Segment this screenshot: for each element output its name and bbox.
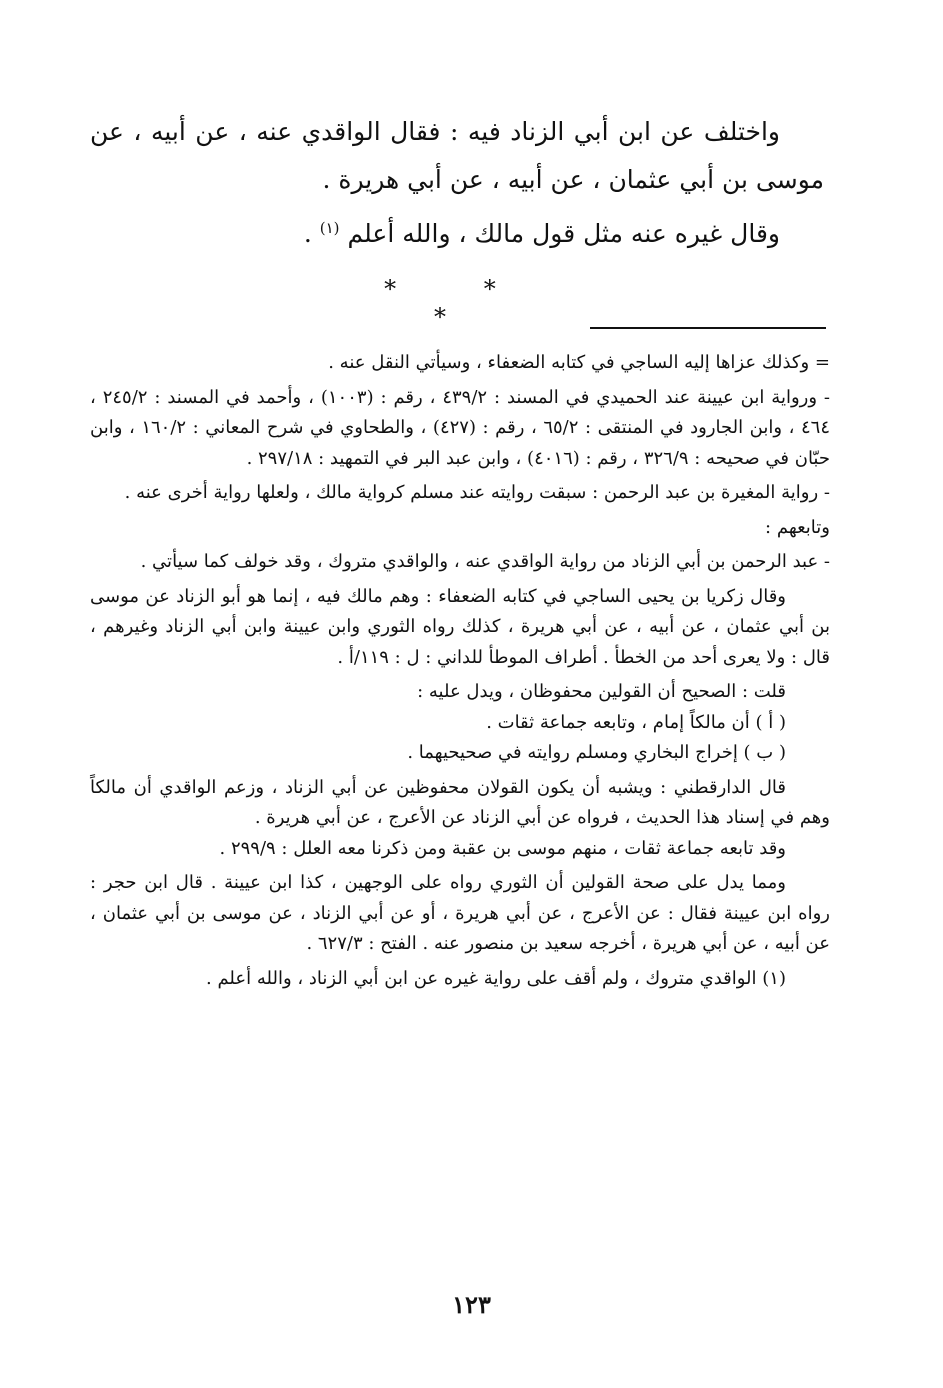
section-separator-stars: * * * — [384, 275, 536, 331]
footnote-divider-line — [590, 327, 826, 329]
footnote-qultu: قلت : الصحيح أن القولين محفوظان ، ويدل عليه : — [417, 681, 786, 702]
footnote-saji-quote: وقال زكريا بن يحيى الساجي في كتابه الضعفاء : وهم مالك فيه ، إنما هو أبو الزناد عن موسى بن أبي عثمان ، عن أبيه ، عن أبي هريرة ، كذلك رواه الثوري وابن عيينة وابن أبي الزناد وغيرهم ، قال : ولا يعرى أحد من الخطأ . أطراف الموطأ للداني : ل : ١١٩/أ . — [90, 585, 831, 668]
footnote-ibn-abi-zinad: - عبد الرحمن بن أبي الزناد من رواية الواقدي عنه ، والواقدي متروك ، وقد خولف كما سيأتي . — [140, 551, 830, 572]
main-paragraph-2-end: . — [303, 219, 320, 248]
footnotes-block — [90, 348, 830, 998]
footnote-ibn-uyayna-sources: - ورواية ابن عيينة عند الحميدي في المسند : ٤٣٩/٢ ، رقم : (١٠٠٣) ، وأحمد في المسند : ٢٤٥/٢ ، ٤٦٤ ، وابن الجارود في المنتقى : ٦٥/٢ ، رقم : (٤٢٧) ، والطحاوي في شرح المعاني : ١٦٠/٢ ، وابن حبّان في صحيحه : ٣٢٦/٩ ، رقم : (٤٠١٦) ، وابن عبد البر في التمهيد : ٢٩٧/١٨ . — [90, 386, 831, 469]
main-paragraph-1: واختلف عن ابن أبي الزناد فيه : فقال الواقدي عنه ، عن أبيه ، عن موسى بن أبي عثمان ، عن أبيه ، عن أبي هريرة . — [90, 117, 824, 194]
footnote-point-a: ( أ ) أن مالكاً إمام ، وتابعه جماعة ثقات . — [486, 711, 786, 733]
footnote-1: (١) الواقدي متروك ، ولم أقف على رواية غيره عن ابن أبي الزناد ، والله أعلم . — [206, 967, 786, 989]
footnote-reference-1[interactable]: (١) — [319, 219, 340, 237]
footnote-point-b: ( ب ) إخراج البخاري ومسلم روايته في صحيحيهما . — [407, 742, 786, 763]
footnote-tabaahu-jamaa: وقد تابعه جماعة ثقات ، منهم موسى بن عقبة ومن ذكرنا معه العلل : ٢٩٩/٩ . — [219, 837, 786, 859]
footnote-mughira-riwaya: - رواية المغيرة بن عبد الرحمن : سبقت روايته عند مسلم كرواية مالك ، ولعلها رواية أخرى عنه . — [124, 482, 830, 503]
footnote-continuation: = وكذلك عزاها إليه الساجي في كتابه الضعفاء ، وسيأتي النقل عنه . — [328, 352, 830, 373]
main-text-block — [90, 108, 824, 258]
main-paragraph-2 — [90, 204, 824, 258]
footnote-tabaahum: وتابعهم : — [765, 516, 830, 538]
footnote-daraqutni: قال الدارقطني : ويشبه أن يكون القولان محفوظين عن أبي الزناد ، وزعم الواقدي أن مالكاً وهم في إسناد هذا الحديث ، فرواه عن أبي الزناد عن الأعرج ، عن أبي هريرة . — [90, 776, 830, 828]
footnote-ibn-hajar: ومما يدل على صحة القولين أن الثوري رواه على الوجهين ، كذا ابن عيينة . قال ابن حجر : رواه ابن عيينة فقال : عن الأعرج ، عن أبي هريرة ، أو عن أبي الزناد ، عن موسى بن أبي عثمان ، عن أبيه ، عن أبي هريرة ، أخرجه سعيد بن منصور عنه . الفتح : ٦٢٧/٣ . — [90, 872, 830, 954]
main-paragraph-2-text: وقال غيره عنه مثل قول مالك ، والله أعلم — [347, 219, 780, 248]
page-number: ١٢٣ — [452, 1290, 491, 1319]
